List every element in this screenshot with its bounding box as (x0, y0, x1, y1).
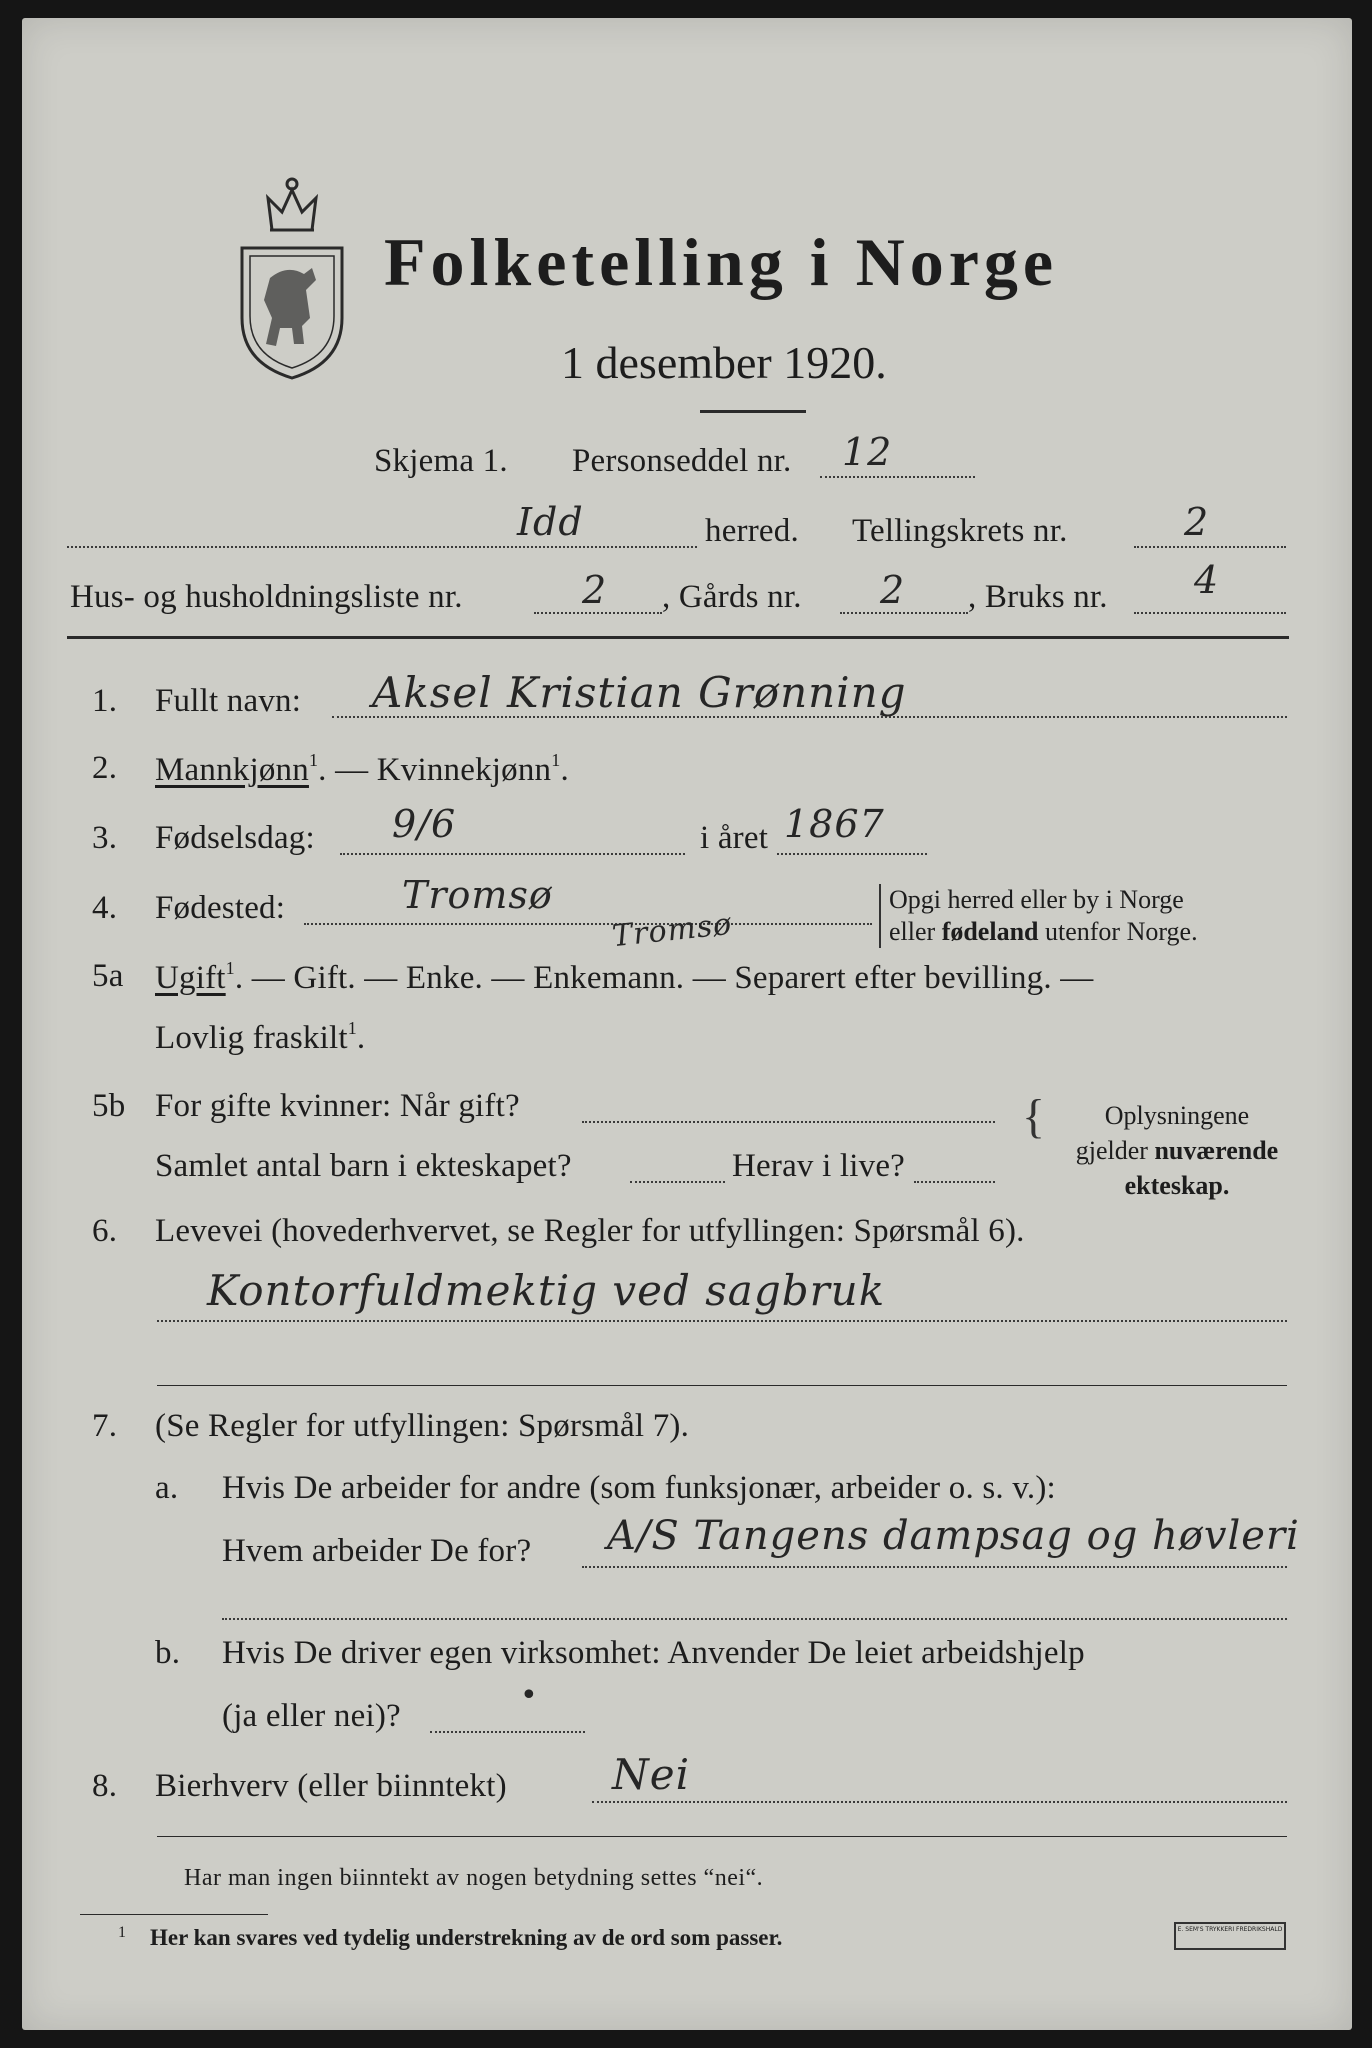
footnote-mark: 1 (118, 1924, 126, 1941)
form-date: 1 desember 1920. (561, 337, 887, 388)
q3-number: 3. (92, 820, 118, 856)
mannkjonn-option: Mannkjønn (155, 752, 309, 788)
q7b-hire-label: (ja eller nei)? (222, 1698, 401, 1734)
q7b-question: Hvis De driver egen virksomhet: Anvender De leiet arbeidshjelp (222, 1635, 1085, 1671)
birth-year-value: 1867 (784, 802, 885, 846)
kvinnekjonn-option: Kvinnekjønn (376, 752, 552, 788)
birthplace-extra-value: Tromsø (610, 906, 734, 955)
q5b-number: 5b (92, 1088, 126, 1124)
q2-number: 2. (92, 750, 118, 786)
employer-value: A/S Tangens dampsag og høvleri (607, 1513, 1300, 1559)
full-name-value: Aksel Kristian Grønning (372, 668, 907, 717)
q8-label: Bierhverv (eller biinntekt) (155, 1768, 507, 1804)
personseddel-value: 12 (842, 430, 893, 474)
q7a-question: Hvis De arbeider for andre (som funksjonær, arbeider o. s. v.): (222, 1470, 1056, 1506)
q3-label: Fødselsdag: (155, 820, 315, 856)
q7b-letter: b. (155, 1635, 181, 1671)
printer-stamp: E. SEM'S TRYKKERI FREDRIKSHALD (1174, 1922, 1286, 1950)
ugift-option: Ugift (155, 960, 226, 996)
q5a-number: 5a (92, 958, 124, 994)
q7a-letter: a. (155, 1470, 179, 1506)
q4-label: Fødested: (155, 890, 286, 926)
q7-number: 7. (92, 1408, 118, 1444)
bruks-value: 4 (1194, 558, 1220, 602)
lovlig-fraskilt-option: Lovlig fraskilt$^1$. (155, 1018, 366, 1056)
herred-value: Idd (517, 500, 584, 544)
q6-number: 6. (92, 1213, 118, 1249)
herred-label: herred. (705, 513, 799, 549)
hus-label: Hus- og husholdningsliste nr. (70, 579, 463, 615)
q5b-alive-label: Herav i live? (732, 1148, 906, 1184)
birthday-value: 9/6 (392, 802, 457, 846)
birthplace-value: Tromsø (402, 873, 553, 917)
personseddel-label: Personseddel nr. (572, 443, 792, 479)
biinntekt-note: Har man ingen biinntekt av nogen betydning settes “nei“. (184, 1865, 764, 1891)
footnote-text: Her kan svares ved tydelig understrekning av de ord som passer. (150, 1925, 783, 1950)
header-rule (67, 636, 1289, 639)
q4-note: Opgi herred eller by i Norge eller fødeland utenfor Norge. (879, 884, 1198, 948)
q6-label: Levevei (hovederhvervet, se Regler for utfyllingen: Spørsmål 6). (155, 1213, 1025, 1249)
occupation-value: Kontorfuldmektig ved sagbruk (207, 1266, 886, 1315)
q7a-employer-label: Hvem arbeider De for? (222, 1533, 532, 1569)
q8-number: 8. (92, 1768, 118, 1804)
skjema-label: Skjema 1. (374, 443, 508, 479)
title-divider (700, 410, 806, 413)
tellingskrets-value: 2 (1184, 500, 1210, 544)
tellingskrets-label: Tellingskrets nr. (852, 513, 1068, 549)
gards-label: , Gårds nr. (662, 579, 802, 615)
hire-help-value: • (520, 1678, 539, 1713)
form-title: Folketelling i Norge (384, 224, 1059, 300)
aret-label: i året (700, 820, 769, 856)
bruks-label: , Bruks nr. (968, 579, 1108, 615)
q1-label: Fullt navn: (155, 683, 302, 719)
hus-value: 2 (582, 568, 608, 612)
side-income-value: Nei (612, 1750, 691, 1799)
q5b-children-label: Samlet antal barn i ekteskapet? (155, 1148, 572, 1184)
norwegian-lion-crest-icon (232, 168, 352, 388)
q2-gender-options: Mannkjønn$^1$. — Kvinnekjønn$^1$. (155, 750, 569, 788)
q1-number: 1. (92, 683, 118, 719)
q5b-when-married-label: For gifte kvinner: Når gift? (155, 1088, 520, 1124)
gards-value: 2 (880, 568, 906, 612)
q5b-note: Oplysningene gjelder nuværende ekteskap. (1075, 1101, 1279, 1200)
census-form: Folketelling i Norge 1 desember 1920. Skjema 1. Personseddel nr. 12 Idd herred. Tellingskrets nr. 2 Hus- og husholdningsliste nr. 2 , Gårds nr. 2 , Bruks nr. 4 1. Fullt navn: Aksel Kristian Grønning 2. Mannkjønn$^1$. — Kvinnekjønn$^1$. 3. Fødselsdag: 9/6 i året 1867 4. Fødested: Tromsø Tromsø Opgi herred eller by i Norge eller fødeland utenfor Norge. 5a Ugift$^1$. — Gift. — Enke. — Enkemann. — Separert efter bevilling. — Lovlig fraskilt$^1$. 5b For gifte kvinner: Når gift? Samlet antal barn i ekteskapet? Herav i live? { Oplysningene gjelder nuværende ekteskap. 6. Levevei (hovederhvervet, se Regler for utfyllingen: Spørsmål 6). Kontorfuldmektig ved sagbruk 7. (Se Regler for utfyllingen: Spørsmål 7). a. Hvis De arbeider for andre (som funksjonær, arbeider o. s. v.): Hvem arbeider De for? A/S Tangens dampsag og høvleri b. Hvis De driver egen virksomhet: Anvender De leiet arbeidshjelp (ja eller nei)? • 8. Bierhverv (eller biinntekt) Nei Har man ingen biinntekt av nogen betydning settes “nei“. 1 Her kan svares ved tydelig understrekning av de ord som passer. E. SEM'S TRYKKERI FREDRIKSHALD (22, 18, 1352, 2030)
q5a-civil-status-options: Ugift$^1$. — Gift. — Enke. — Enkemann. — Separert efter bevilling. — (155, 958, 1094, 996)
q4-number: 4. (92, 890, 118, 926)
q7-label: (Se Regler for utfyllingen: Spørsmål 7). (155, 1408, 690, 1444)
